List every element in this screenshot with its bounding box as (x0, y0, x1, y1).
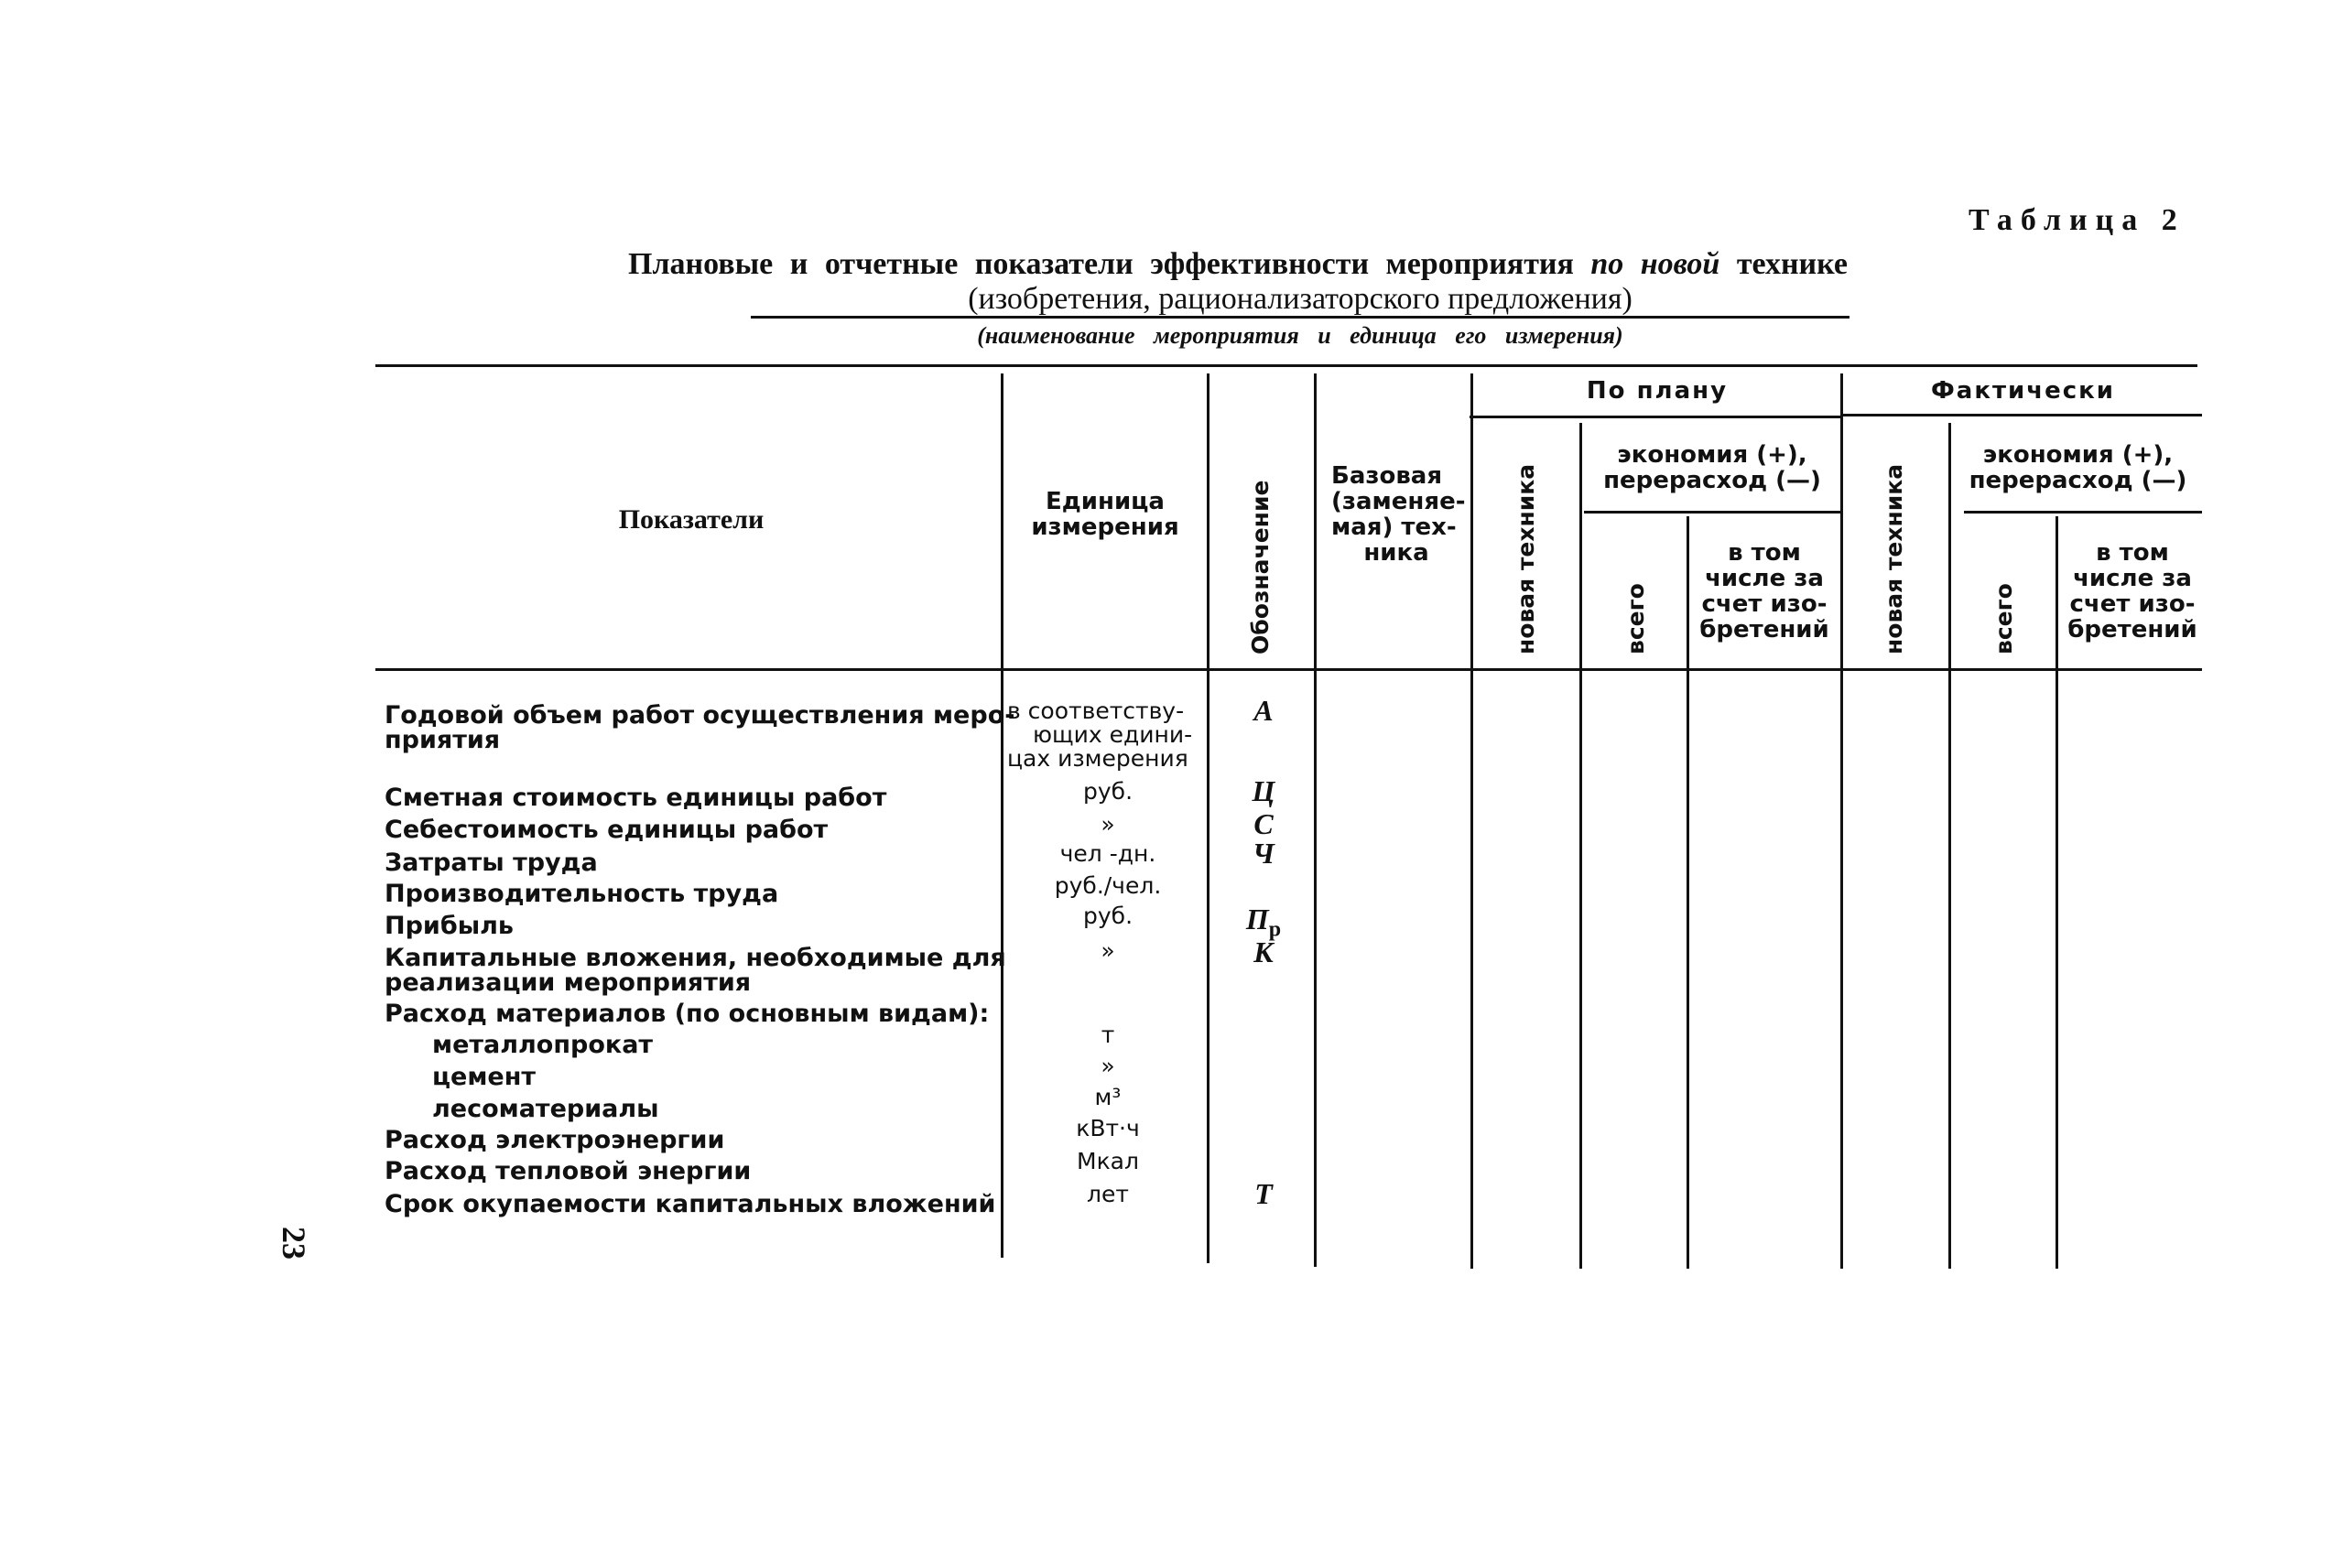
header-plan-total: всего (1622, 583, 1649, 654)
header-plan-incl-line2: числе за (1705, 565, 1824, 592)
title-part-2: по новой (1590, 247, 1720, 281)
header-actual-economy-line1: экономия (+), (1982, 441, 2174, 469)
header-unit-line2: измерения (1031, 514, 1179, 541)
header-actual-incl (2060, 540, 2205, 643)
header-plan-incl-line4: бретений (1699, 616, 1829, 643)
col-line-base (1314, 373, 1317, 1267)
row-annual-volume-unit (1007, 699, 1209, 771)
header-plan-economy-line1: экономия (+), (1617, 441, 1807, 469)
header-base-line4: ника (1363, 539, 1429, 567)
page-number: 23 (276, 1227, 312, 1260)
row-name-line: приятия (385, 726, 501, 754)
row-capital-investment-symbol: К (1253, 935, 1274, 968)
header-plan-incl-line3: счет изо- (1701, 590, 1828, 618)
actual-group-rule (1840, 414, 2202, 416)
actual-economy-rule (1964, 511, 2202, 514)
row-name-line: Годовой объем работ осуществления меро- (385, 701, 1015, 730)
row-capital-investment-unit: » (1101, 937, 1115, 964)
header-plan-incl-line1: в том (1728, 539, 1801, 567)
header-unit (1005, 489, 1205, 540)
row-cement-unit: » (1101, 1053, 1115, 1079)
row-labor-costs-symbol: Ч (1253, 837, 1275, 870)
title-part-1: Плановые и отчетные показатели эффективности мероприятия (628, 247, 1591, 281)
header-plan-economy-line2: перерасход (—) (1603, 467, 1821, 494)
row-prime-cost-symbol: С (1253, 807, 1274, 840)
col-line-unit (1001, 373, 1003, 1258)
plan-economy-rule (1584, 511, 1840, 514)
table-caption: (наименование мероприятия и единица его измерения) (977, 322, 1623, 349)
subtitle-underline (751, 316, 1849, 319)
col-line-actual-incl (2056, 516, 2058, 1269)
row-electricity-name: Расход электроэнергии (385, 1126, 725, 1154)
row-productivity-unit: руб./чел. (1054, 872, 1162, 899)
header-base (1318, 463, 1480, 566)
row-labor-costs-unit: чел -дн. (1059, 840, 1156, 867)
header-actual-new-tech: новая техника (1881, 463, 1907, 654)
title-part-3: технике (1719, 247, 1848, 281)
row-estimated-cost-unit: руб. (1082, 778, 1134, 805)
col-line-plan-economy (1579, 423, 1582, 1269)
header-base-line1: Базовая (1331, 462, 1443, 490)
row-productivity-name: Производительность труда (385, 880, 779, 908)
header-actual: Фактически (1930, 377, 2116, 405)
row-rolled-metal-name: металлопрокат (432, 1031, 654, 1059)
col-line-actual-economy (1948, 423, 1951, 1269)
row-annual-volume-symbol: А (1253, 694, 1274, 727)
col-line-actual (1840, 373, 1843, 1269)
table-subtitle: (изобретения, рационализаторского предложения) (968, 282, 1633, 316)
table-label: Таблица 2 (1969, 203, 2186, 237)
header-actual-incl-line3: счет изо- (2069, 590, 2196, 618)
row-prime-cost-unit: » (1101, 811, 1115, 838)
header-by-plan: По плану (1586, 377, 1729, 405)
row-payback-period-symbol: Т (1254, 1177, 1273, 1210)
row-payback-period-unit: лет (1087, 1181, 1129, 1207)
row-name-line: реализации мероприятия (385, 968, 752, 997)
row-cement-name: цемент (432, 1063, 537, 1091)
header-actual-economy (1952, 442, 2204, 493)
row-unit-line: цах измерения (1007, 745, 1188, 772)
row-heat-energy-unit: Мкал (1077, 1148, 1139, 1174)
row-unit-line: ющих едини- (1033, 721, 1193, 748)
header-actual-incl-line2: числе за (2073, 565, 2192, 592)
header-actual-economy-line2: перерасход (—) (1969, 467, 2187, 494)
row-timber-unit: м³ (1094, 1084, 1122, 1110)
row-materials-name: Расход материалов (по основным видам): (385, 1000, 990, 1028)
row-electricity-unit: кВт·ч (1076, 1115, 1140, 1141)
header-actual-incl-line1: в том (2096, 539, 2169, 567)
row-profit-symbol: $П_р$ (1245, 903, 1282, 942)
row-profit-unit: руб. (1082, 903, 1134, 929)
row-rolled-metal-unit: т (1101, 1022, 1115, 1048)
row-annual-volume-name (385, 703, 1014, 752)
table-top-rule (375, 364, 2197, 367)
row-estimated-cost-symbol: Ц (1252, 774, 1275, 807)
header-plan-new-tech: новая техника (1513, 463, 1539, 654)
row-name-line: Капитальные вложения, необходимые для (385, 944, 1006, 972)
row-prime-cost-name: Себестоимость единицы работ (385, 816, 829, 844)
row-estimated-cost-name: Сметная стоимость единицы работ (385, 784, 887, 812)
row-profit-name: Прибыль (385, 912, 514, 940)
row-heat-energy-name: Расход тепловой энергии (385, 1157, 752, 1185)
row-payback-period-name: Срок окупаемости капитальных вложений (385, 1190, 996, 1218)
header-actual-total: всего (1990, 583, 2017, 654)
row-timber-name: лесоматериалы (432, 1095, 659, 1123)
header-indicators: Показатели (618, 504, 765, 535)
header-base-line2: (заменяе- (1331, 488, 1466, 515)
row-capital-investment-name (385, 946, 1006, 995)
plan-group-rule (1470, 416, 1840, 418)
header-bottom-rule (375, 668, 2202, 671)
row-labor-costs-name: Затраты труда (385, 849, 598, 877)
row-unit-line: в соответству- (1007, 697, 1185, 724)
col-line-plan-incl (1687, 516, 1689, 1269)
table-title (628, 247, 1983, 282)
header-plan-economy (1584, 442, 1840, 493)
header-base-line3: мая) тех- (1331, 514, 1457, 541)
header-unit-line1: Единица (1046, 488, 1165, 515)
header-plan-incl (1690, 540, 1839, 643)
header-actual-incl-line4: бретений (2067, 616, 2197, 643)
header-designation: Обозначение (1247, 480, 1274, 654)
